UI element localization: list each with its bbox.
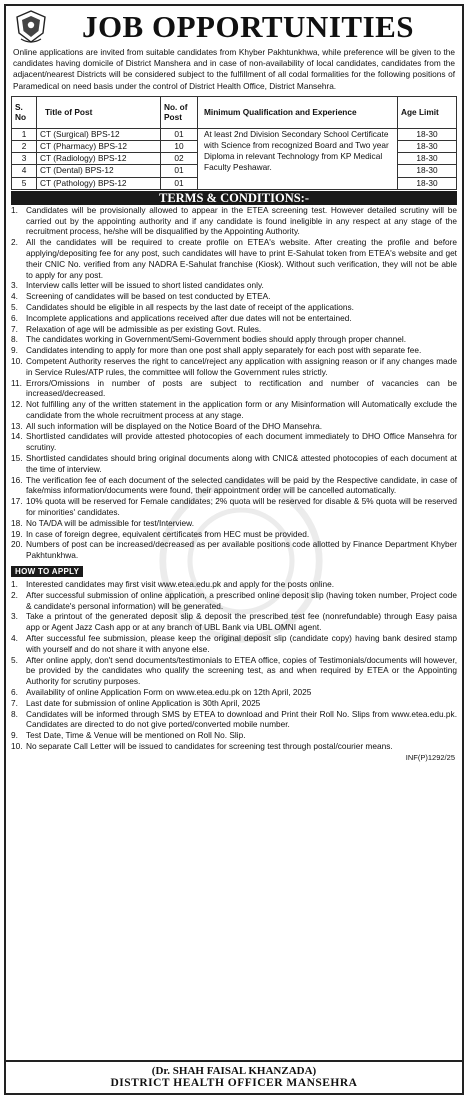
terms-list	[11, 205, 457, 561]
list-item-text: Availability of online Application Form on www.etea.edu.pk on 12th April, 2025	[26, 687, 312, 698]
posts-table	[11, 96, 457, 190]
list-item-number: 6.	[11, 312, 18, 323]
list-item	[11, 378, 457, 400]
list-item	[11, 655, 457, 687]
list-item	[11, 356, 457, 378]
advertisement	[4, 4, 464, 1095]
list-item-text: Numbers of post can be increased/decreased as per available positions code allotted by Finance Department Khyber Pakhtunkhwa.	[26, 539, 457, 561]
list-item	[11, 205, 457, 237]
list-item	[11, 280, 457, 291]
list-item-number: 12.	[11, 399, 23, 410]
row-age: 18-30	[398, 177, 457, 189]
list-item-number: 7.	[11, 323, 18, 334]
row-num: 01	[161, 128, 198, 140]
list-item-text: Not fulfilling any of the written statement in the application form or any Misinformation will Automatically exclude the candidate from the whole recruitment process at any stage.	[26, 399, 457, 420]
header-num: No. of Post	[161, 96, 198, 128]
list-item-text: Incomplete applications and applications received after due dates will not be entertained.	[26, 312, 352, 323]
list-item-text: No TA/DA will be admissible for test/Interview.	[26, 517, 194, 528]
list-item	[11, 687, 457, 698]
list-item-text: No separate Call Letter will be issued to candidates for screening test through postal/courier means.	[26, 741, 393, 751]
list-item	[11, 611, 457, 633]
list-item-text: Relaxation of age will be admissible as per existing Govt. Rules.	[26, 323, 262, 334]
list-item	[11, 302, 457, 313]
row-sno: 1	[12, 128, 37, 140]
row-num: 01	[161, 177, 198, 189]
row-age: 18-30	[398, 141, 457, 153]
list-item	[11, 313, 457, 324]
row-post: CT (Pharmacy) BPS-12	[37, 141, 161, 153]
list-item-text: Last date for submission of online Application is 30th April, 2025	[26, 697, 261, 708]
list-item-number: 2.	[11, 237, 18, 248]
list-item-text: Candidates will be provisionally allowed to appear in the ETEA screening test. However detailed scrutiny will be carried out by the appointing authority and if any candidate is found ineligible in any respect at any stage of the recruitment process, he/she will be disqualified by the Appointing Authority.	[26, 204, 457, 237]
list-item-text: In case of foreign degree, equivalent certificates from HEC must be provided.	[26, 528, 310, 539]
list-item-text: Errors/Omissions in number of posts are subject to rectification and number of vacancies can be increased/decreased.	[26, 377, 457, 399]
row-sno: 3	[12, 153, 37, 165]
list-item-number: 3.	[11, 611, 18, 622]
list-item	[11, 741, 457, 752]
header-age: Age Limit	[398, 96, 457, 128]
list-item-number: 1.	[11, 579, 18, 590]
list-item-number: 11.	[11, 377, 22, 388]
row-age: 18-30	[398, 165, 457, 177]
row-post: CT (Radiology) BPS-12	[37, 153, 161, 165]
list-item-number: 20.	[11, 539, 23, 550]
row-post: CT (Pathology) BPS-12	[37, 177, 161, 189]
table-row	[12, 128, 457, 140]
list-item	[11, 475, 457, 497]
list-item-text: Test Date, Time & Venue will be mentioned on Roll No. Slip.	[26, 730, 246, 741]
list-item-number: 9.	[11, 345, 18, 356]
list-item-text: All such information will be displayed on the Notice Board of the DHO Mansehra.	[26, 420, 323, 431]
list-item-number: 10.	[11, 355, 23, 366]
list-item-text: All the candidates will be required to create profile on ETEA's website. After creating the profile and before applying/depositing fee for any post, such candidates will have to print E-Sahulat token from ETEA's website and get their CNIC No. verified from any NADRA E-Sahulat franchise (Kiosk). Without such verification, they will not be able to apply for any post.	[26, 237, 457, 280]
list-item-number: 14.	[11, 431, 23, 442]
page-title: JOB OPPORTUNITIES	[81, 9, 415, 44]
list-item-text: After successful submission of online application, a prescribed online deposit slip (having token number, Project code & candidate's personal information) will be generated.	[26, 589, 457, 611]
list-item-number: 6.	[11, 687, 18, 698]
list-item	[11, 345, 457, 356]
header	[11, 9, 457, 45]
list-item	[11, 453, 457, 475]
list-item-text: After successful fee submission, please keep the original deposit slip (candidate copy) having bank desired stamp with yourself and do not share it with anyone else.	[26, 633, 457, 654]
list-item	[11, 730, 457, 741]
list-item-number: 1.	[11, 204, 18, 215]
list-item	[11, 529, 457, 540]
row-sno: 5	[12, 177, 37, 189]
list-item-text: Interested candidates may first visit www.etea.edu.pk and apply for the posts online.	[26, 579, 335, 590]
officer-name: (Dr. SHAH FAISAL KHANZADA)	[151, 1065, 317, 1077]
header-sno: S. No	[12, 96, 37, 128]
header-qualification: Minimum Qualification and Experience	[198, 96, 398, 128]
row-num: 02	[161, 153, 198, 165]
list-item-number: 8.	[11, 334, 18, 345]
row-post: CT (Dental) BPS-12	[37, 165, 161, 177]
list-item	[11, 590, 457, 612]
row-num: 01	[161, 165, 198, 177]
list-item-number: 10.	[11, 741, 23, 751]
table-header-row	[12, 96, 457, 128]
list-item-number: 18.	[11, 517, 23, 528]
list-item-number: 17.	[11, 496, 23, 507]
list-item	[11, 698, 457, 709]
qualification-cell: At least 2nd Division Secondary School Certificate with Science from recognized Board and Two year Diploma in relevant Technology from KP Medical Faculty Peshawar.	[198, 128, 398, 189]
list-item	[11, 334, 457, 345]
list-item-number: 3.	[11, 280, 18, 291]
list-item	[11, 324, 457, 335]
list-item-text: Candidates intending to apply for more than one post shall apply separately for each post with separate fee.	[26, 345, 422, 356]
list-item-number: 5.	[11, 654, 18, 665]
list-item	[11, 421, 457, 432]
list-item-text: The verification fee of each document of the selected candidates will be paid by the Respective candidate, in case of fake/miss information/documents were found, their appointment order will be cancelled automatically.	[26, 474, 457, 496]
list-item-text: Candidates should be eligible in all respects by the last date of receipt of the applications.	[26, 301, 354, 312]
list-item-text: Shortlisted candidates should bring original documents along with CNIC& attested photocopies of each document at the time of interview.	[26, 453, 457, 474]
row-age: 18-30	[398, 128, 457, 140]
list-item	[11, 579, 457, 590]
list-item-text: The candidates working in Government/Semi-Government bodies should apply through proper channel.	[26, 334, 407, 345]
list-item-text: After online apply, don't send documents/testimonials to ETEA office, copies of Testimonials/documents will however, be provided by the candidates who qualify the screening test, as and when required by ETEA or the Appointing Authority for scrutiny purposes.	[26, 654, 457, 687]
list-item-text: 10% quota will be reserved for Female candidates; 2% quota will be reserved for disable & 5% quota will be reserved for minorities' candidates.	[26, 496, 457, 518]
list-item-number: 9.	[11, 730, 18, 741]
how-to-apply-heading: HOW TO APPLY	[11, 566, 83, 577]
officer-designation: DISTRICT HEALTH OFFICER MANSEHRA	[110, 1077, 358, 1089]
list-item	[11, 518, 457, 529]
list-item-number: 13.	[11, 420, 23, 431]
list-item	[11, 539, 457, 561]
list-item-number: 15.	[11, 453, 23, 464]
row-sno: 2	[12, 141, 37, 153]
list-item-text: Take a printout of the generated deposit slip & deposit the prescribed test fee (nonrefundable) through Easy paisa app or Agent Jazz Cash app or at any branch of UBL Bank via UBL OMNI agent.	[26, 611, 457, 633]
list-item-number: 5.	[11, 301, 18, 312]
list-item-number: 7.	[11, 697, 18, 708]
list-item	[11, 291, 457, 302]
list-item	[11, 496, 457, 518]
list-item-text: Competent Authority reserves the right to cancel/reject any application with assigning reason or if any changes made in Service Rules/ATP rules, the committee will follow the Government rules strictly.	[26, 355, 457, 377]
list-item	[11, 633, 457, 655]
list-item-number: 8.	[11, 708, 18, 719]
list-item-number: 19.	[11, 528, 23, 539]
list-item	[11, 399, 457, 421]
intro-paragraph: Online applications are invited from suitable candidates from Khyber Pakhtunkhwa, while preference will be given to the candidates having domicile of District Manshera and in case of non-availability of local candidates, candidates from the adjacent/nearest Districts will be considered subject to the fulfillment of all codal formalities for the following positions of Paramedical on need basis under the control of District Health Office, District Mansehra.	[13, 47, 455, 91]
list-item	[11, 709, 457, 731]
list-item-number: 16.	[11, 474, 23, 485]
row-age: 18-30	[398, 153, 457, 165]
list-item-text: Shortlisted candidates will provide attested photocopies of each document immediately to DHO Office Mansehra for scrutiny.	[26, 431, 457, 453]
list-item-number: 2.	[11, 589, 18, 600]
reference-number: INF(P)1292/25	[405, 752, 455, 762]
row-num: 10	[161, 141, 198, 153]
list-item	[11, 237, 457, 280]
header-post: Title of Post	[37, 96, 161, 128]
list-item-text: Candidates will be informed through SMS by ETEA to download and Print their Roll No. Slips from www.etea.edu.pk. Candidates are directed to do not give ported/converted mobile number.	[26, 708, 457, 730]
list-item	[11, 431, 457, 453]
list-item-number: 4.	[11, 633, 18, 644]
row-post: CT (Surgical) BPS-12	[37, 128, 161, 140]
list-item-text: Interview calls letter will be issued to short listed candidates only.	[26, 280, 264, 291]
row-sno: 4	[12, 165, 37, 177]
signature-block	[6, 1060, 462, 1093]
how-to-apply-list	[11, 579, 457, 752]
list-item-text: Screening of candidates will be based on test conducted by ETEA.	[26, 291, 271, 302]
list-item-number: 4.	[11, 291, 18, 302]
terms-heading: TERMS & CONDITIONS:-	[11, 191, 457, 205]
